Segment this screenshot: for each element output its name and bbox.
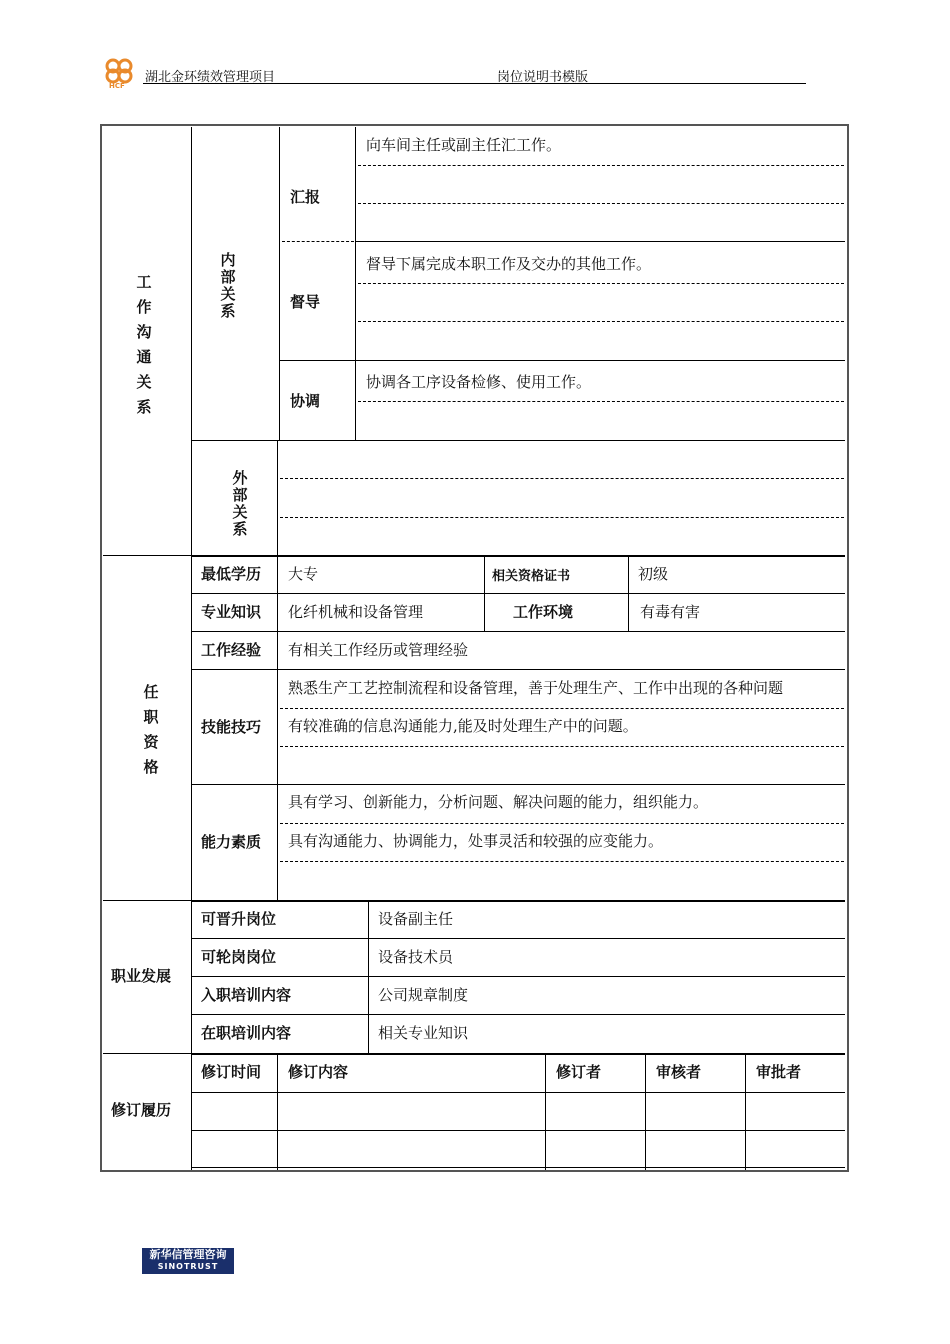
skill-line-1: 熟悉生产工艺控制流程和设备管理，善于处理生产、工作中出现的各种问题 xyxy=(288,679,784,697)
cert-label: 相关资格证书 xyxy=(492,569,571,584)
col-revision-time: 修订时间 xyxy=(201,1063,262,1081)
exp-label: 工作经验 xyxy=(201,641,262,659)
edu-label: 最低学历 xyxy=(201,565,262,583)
consultancy-logo-en: SINOTRUST xyxy=(157,1262,219,1271)
coordinate-text: 协调各工序设备检修、使用工作。 xyxy=(366,373,592,391)
env-label: 工作环境 xyxy=(513,603,574,621)
rotate-label: 可轮岗岗位 xyxy=(201,948,277,966)
col-approver: 审批者 xyxy=(756,1063,802,1081)
project-title: 湖北金环绩效管理项目 xyxy=(145,70,276,85)
col-revision-content: 修订内容 xyxy=(288,1063,349,1081)
rotate-value: 设备技术员 xyxy=(378,948,454,966)
supervise-text: 督导下属完成本职工作及交办的其他工作。 xyxy=(366,255,652,273)
skill-line-2: 有较准确的信息沟通能力,能及时处理生产中的问题。 xyxy=(288,717,638,735)
internal-relations-label: 内部关系 xyxy=(220,251,236,320)
onjob-training-label: 在职培训内容 xyxy=(201,1024,292,1042)
ability-line-2: 具有沟通能力、协调能力，处事灵活和较强的应变能力。 xyxy=(288,832,664,850)
supervise-label: 督导 xyxy=(290,293,321,311)
edu-value: 大专 xyxy=(288,565,319,583)
coordinate-label: 协调 xyxy=(290,392,321,410)
env-value: 有毒有害 xyxy=(640,603,701,621)
entry-training-label: 入职培训内容 xyxy=(201,986,292,1004)
logo-text: HCF xyxy=(109,82,125,90)
external-relations-label: 外部关系 xyxy=(232,469,248,538)
skill-label: 技能技巧 xyxy=(201,718,262,736)
section-label-career: 职业发展 xyxy=(111,967,172,985)
header-rule xyxy=(143,83,806,84)
report-text: 向车间主任或副主任汇工作。 xyxy=(366,136,562,154)
consultancy-logo xyxy=(142,1248,234,1274)
col-reviser: 修订者 xyxy=(556,1063,602,1081)
entry-training-value: 公司规章制度 xyxy=(378,986,469,1004)
onjob-training-value: 相关专业知识 xyxy=(378,1024,469,1042)
col-reviewer: 审核者 xyxy=(656,1063,702,1081)
ability-line-1: 具有学习、创新能力，分析问题、解决问题的能力，组织能力。 xyxy=(288,793,709,811)
ability-label: 能力素质 xyxy=(201,833,262,851)
company-logo xyxy=(101,55,137,91)
section-label-revision: 修订履历 xyxy=(111,1101,172,1119)
promote-value: 设备副主任 xyxy=(378,910,454,928)
knowledge-label: 专业知识 xyxy=(201,603,262,621)
exp-value: 有相关工作经历或管理经验 xyxy=(288,641,469,659)
cert-value: 初级 xyxy=(638,565,669,583)
consultancy-logo-name: 新华信管理咨询 xyxy=(149,1248,227,1261)
knowledge-value: 化纤机械和设备管理 xyxy=(288,603,424,621)
promote-label: 可晋升岗位 xyxy=(201,910,277,928)
report-label: 汇报 xyxy=(290,188,321,206)
document-title: 岗位说明书模版 xyxy=(497,70,589,85)
section-label-work-comm: 工作沟通关系 xyxy=(136,273,152,416)
section-label-qualification: 任职资格 xyxy=(143,683,159,776)
